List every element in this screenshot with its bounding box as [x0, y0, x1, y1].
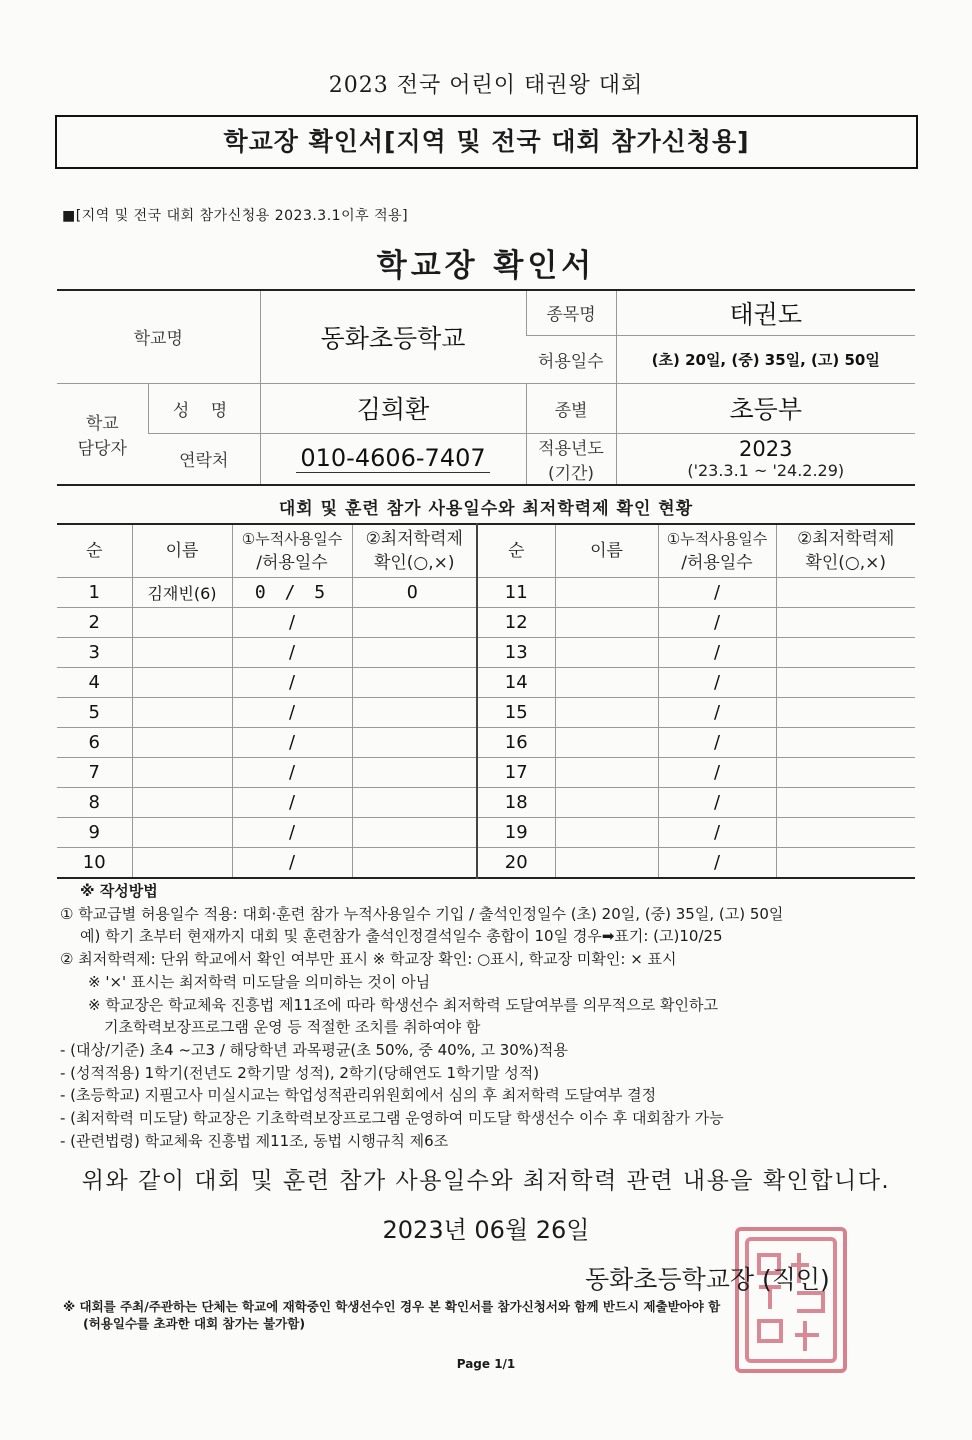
year-cell [616, 433, 915, 485]
row-name [132, 668, 232, 698]
days-label: 허용일수 [526, 335, 616, 383]
row-no-2: 12 [477, 608, 555, 638]
row-no: 9 [57, 818, 132, 848]
row-no-2: 16 [477, 728, 555, 758]
row-days-2: / [658, 758, 776, 788]
row-days-2: / [658, 728, 776, 758]
row-name [132, 848, 232, 879]
row-name [132, 698, 232, 728]
year-label-line2: (기간) [547, 463, 595, 484]
method-line: ※ '×' 표시는 최저학력 미도달을 의미하는 것이 아님 [88, 972, 431, 991]
row-no: 1 [57, 578, 132, 608]
method-line: - (초등학교) 지필고사 미실시교는 학업성적관리위원회에서 심의 후 최저학력 도달여부 결정 [60, 1086, 657, 1105]
header-name-2: 이름 [555, 524, 658, 578]
row-name-2 [555, 698, 658, 728]
method-line: - (성적적용) 1학기(전년도 2학기말 성적), 2학기(당해연도 1학기말 성적) [60, 1063, 540, 1082]
header-check-2 [776, 524, 915, 578]
row-name: 김재빈(6) [132, 578, 232, 608]
row-days: / [232, 788, 352, 818]
school-name: 동화초등학교 [260, 290, 526, 383]
row-no-2: 15 [477, 698, 555, 728]
page-number: Page 1/1 [456, 1357, 516, 1371]
row-days-2: / [658, 578, 776, 608]
row-check-2 [776, 608, 915, 638]
header-check [352, 524, 477, 578]
row-no: 4 [57, 668, 132, 698]
status-table [57, 523, 915, 879]
table-row [57, 638, 915, 668]
days-value: (초) 20일, (중) 35일, (고) 50일 [616, 335, 915, 383]
row-check [352, 638, 477, 668]
table-row [57, 788, 915, 818]
row-no-2: 20 [477, 848, 555, 879]
header-no-2: 순 [477, 524, 555, 578]
row-days: / [232, 638, 352, 668]
row-no-2: 13 [477, 638, 555, 668]
table-row [57, 578, 915, 608]
row-no-2: 17 [477, 758, 555, 788]
row-days: / [232, 758, 352, 788]
row-days: / [232, 728, 352, 758]
document-date: 2023년 06월 26일 [382, 1216, 590, 1244]
header-days [232, 524, 352, 578]
row-name-2 [555, 758, 658, 788]
row-days-2: / [658, 788, 776, 818]
table-row [57, 668, 915, 698]
row-no-2: 11 [477, 578, 555, 608]
method-line: - (최저학력 미도달) 학교장은 기초학력보장프로그램 운영하여 미도달 학생선수 이수 후 대회참가 가능 [60, 1109, 724, 1128]
row-check-2 [776, 848, 915, 879]
row-check [352, 698, 477, 728]
row-check [352, 608, 477, 638]
footnote [63, 1298, 923, 1332]
header-days-line2: /허용일수 [256, 553, 328, 573]
year-value: 2023 [739, 437, 793, 462]
row-name [132, 818, 232, 848]
row-check-2 [776, 638, 915, 668]
row-name [132, 788, 232, 818]
row-name [132, 608, 232, 638]
row-days: 0 / 5 [232, 578, 352, 608]
contact-value: 010-4606-7407 [296, 444, 489, 473]
header-check-line1: ②최저학력제 [365, 529, 463, 549]
method-title: ※ 작성방법 [80, 882, 158, 900]
method-line: 예) 학기 초부터 현재까지 대회 및 훈련참가 출석인정결석일수 총합이 10일 경우➡표기: (고)10/25 [80, 927, 723, 946]
school-label: 학교명 [57, 290, 260, 383]
row-check [352, 758, 477, 788]
confirm-statement: 위와 같이 대회 및 훈련 참가 사용일수와 최저학력 관련 내용을 확인합니다. [81, 1168, 891, 1194]
row-days-2: / [658, 638, 776, 668]
division-value: 초등부 [616, 383, 915, 433]
header-check2-line1: ②최저학력제 [797, 529, 895, 549]
writing-method [60, 880, 920, 1152]
footnote-line1: ※ 대회를 주최/주관하는 단체는 학교에 재학중인 학생선수인 경우 본 확인서를 참가신청서와 함께 반드시 제출받아야 함 [63, 1299, 721, 1314]
table-row [57, 728, 915, 758]
table-row [57, 698, 915, 728]
method-line: ② 최저학력제: 단위 학교에서 확인 여부만 표시 ※ 학교장 확인: ○표시, 학교장 미확인: × 표시 [60, 950, 677, 969]
row-name-2 [555, 668, 658, 698]
row-no: 6 [57, 728, 132, 758]
status-title: 대회 및 훈련 참가 사용일수와 최저학력제 확인 현황 [278, 499, 694, 519]
table-row [57, 848, 915, 879]
row-name-2 [555, 728, 658, 758]
row-days-2: / [658, 848, 776, 879]
manager-name: 김희환 [260, 383, 526, 433]
row-check [352, 728, 477, 758]
year-label [526, 433, 616, 485]
row-name-2 [555, 638, 658, 668]
row-check-2 [776, 668, 915, 698]
contact-label: 연락처 [148, 433, 260, 485]
form-note: ■[지역 및 전국 대회 참가신청용 2023.3.1이후 적용] [62, 208, 409, 224]
row-days: / [232, 848, 352, 879]
row-check-2 [776, 578, 915, 608]
row-days-2: / [658, 818, 776, 848]
manager-label-line2: 담당자 [77, 438, 127, 459]
row-name-2 [555, 848, 658, 879]
name-label: 성 명 [148, 383, 260, 433]
method-line: - (대상/기준) 초4 ~고3 / 해당학년 과목평균(초 50%, 중 40%, 고 30%)적용 [60, 1040, 568, 1059]
header-check-line2: 확인(○,×) [373, 553, 455, 573]
table-row [57, 758, 915, 788]
row-name [132, 758, 232, 788]
info-table [57, 289, 915, 486]
row-days-2: / [658, 668, 776, 698]
row-no: 10 [57, 848, 132, 879]
table-row [57, 818, 915, 848]
row-check-2 [776, 698, 915, 728]
row-no: 7 [57, 758, 132, 788]
manager-label-line1: 학교 [85, 413, 119, 434]
header-days2-line2: /허용일수 [681, 553, 753, 573]
row-check [352, 668, 477, 698]
row-no: 8 [57, 788, 132, 818]
row-no-2: 19 [477, 818, 555, 848]
row-name-2 [555, 788, 658, 818]
row-check-2 [776, 758, 915, 788]
year-period: ('23.3.1 ~ '24.2.29) [687, 461, 845, 481]
row-name-2 [555, 818, 658, 848]
row-no-2: 14 [477, 668, 555, 698]
row-check-2 [776, 728, 915, 758]
table-row [57, 608, 915, 638]
form-title-box: 학교장 확인서[지역 및 전국 대회 참가신청용] [55, 115, 918, 169]
row-check [352, 818, 477, 848]
row-check [352, 788, 477, 818]
row-days: / [232, 698, 352, 728]
row-name [132, 728, 232, 758]
method-line: - (관련법령) 학교체육 진흥법 제11조, 동법 시행규칙 제6조 [60, 1131, 449, 1150]
contact-cell [260, 433, 526, 485]
header-days2-line1: ①누적사용일수 [666, 530, 768, 548]
event-title: 2023 전국 어린이 태권왕 대회 [328, 73, 644, 98]
row-check: O [352, 578, 477, 608]
division-label: 종별 [526, 383, 616, 433]
sport-value: 태권도 [616, 290, 915, 335]
header-check2-line2: 확인(○,×) [805, 553, 887, 573]
header-days-line1: ①누적사용일수 [241, 530, 343, 548]
manager-label [57, 383, 148, 485]
signer-name: 동화초등학교장 (직인) [585, 1265, 830, 1294]
footnote-line2: (허용일수를 초과한 대회 참가는 불가함) [83, 1316, 306, 1331]
row-days: / [232, 608, 352, 638]
row-days: / [232, 818, 352, 848]
method-line: ① 학교급별 허용일수 적용: 대회·훈련 참가 누적사용일수 기입 / 출석인정일수 (초) 20일, (중) 35일, (고) 50일 [60, 904, 784, 923]
method-line: ※ 학교장은 학교체육 진흥법 제11조에 따라 학생선수 최저학력 도달여부를 의무적으로 확인하고 [88, 995, 718, 1014]
row-days: / [232, 668, 352, 698]
header-no: 순 [57, 524, 132, 578]
year-label-line1: 적용년도 [538, 438, 604, 459]
row-days-2: / [658, 698, 776, 728]
row-check-2 [776, 818, 915, 848]
row-name-2 [555, 608, 658, 638]
row-no-2: 18 [477, 788, 555, 818]
row-check-2 [776, 788, 915, 818]
row-no: 2 [57, 608, 132, 638]
method-line: 기초학력보장프로그램 운영 등 적절한 조치를 취하여야 함 [104, 1018, 481, 1037]
row-name-2 [555, 578, 658, 608]
row-days-2: / [658, 608, 776, 638]
row-name [132, 638, 232, 668]
row-no: 5 [57, 698, 132, 728]
row-no: 3 [57, 638, 132, 668]
sport-label: 종목명 [526, 290, 616, 335]
header-days-2 [658, 524, 776, 578]
row-check [352, 848, 477, 879]
header-name: 이름 [132, 524, 232, 578]
document-title: 학교장 확인서 [376, 248, 596, 284]
